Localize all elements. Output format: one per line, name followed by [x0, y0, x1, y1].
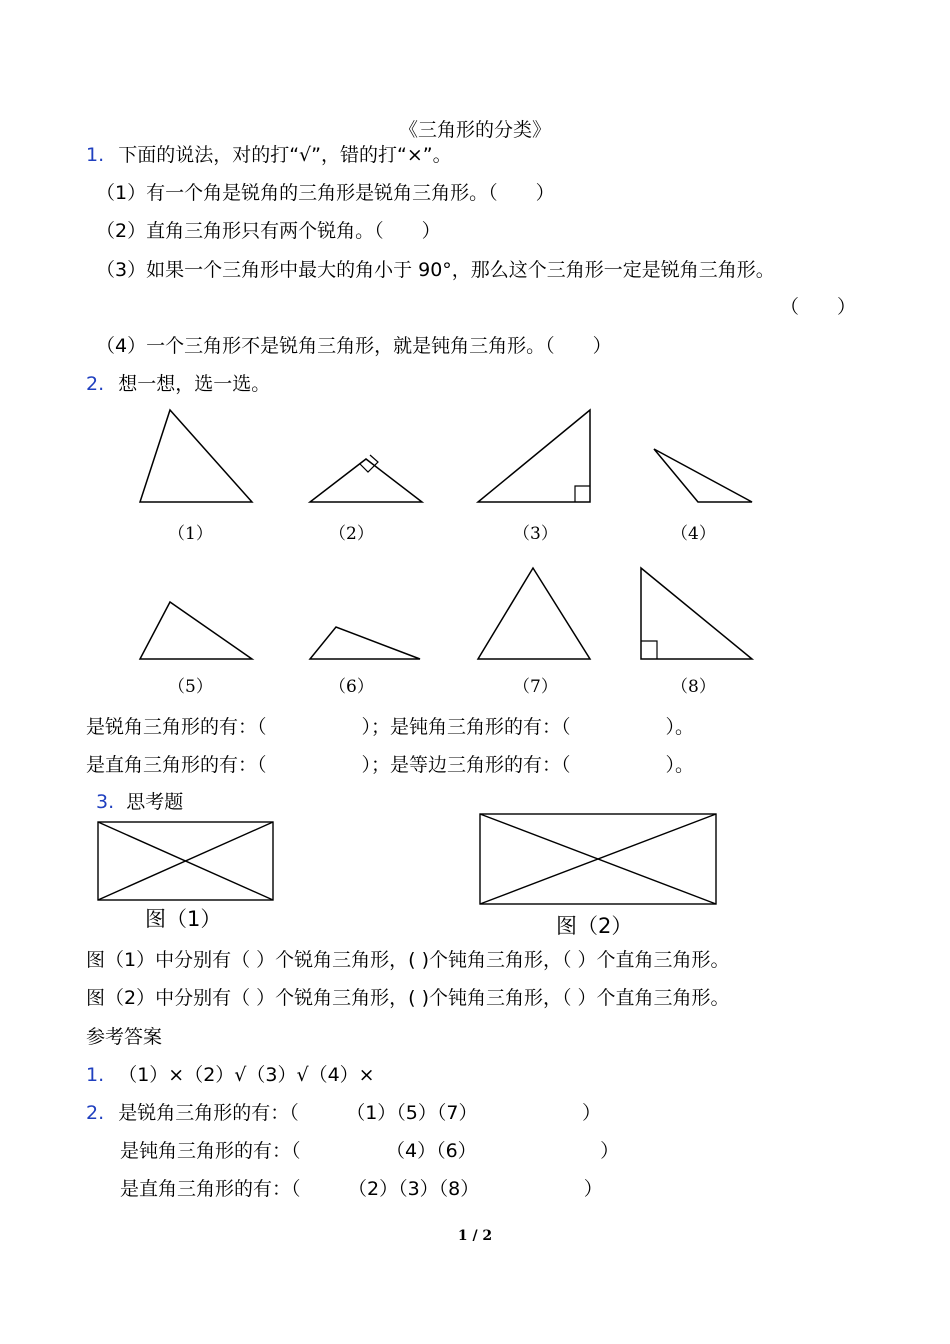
- question-number: 1.: [86, 144, 105, 166]
- answer-text: 是直角三角形的有：（ （2）（3）（8） ）: [120, 1178, 603, 1200]
- fill-in-line: 图（1）中分别有（ ）个锐角三角形，( )个钝角三角形，（ ）个直角三角形。: [86, 949, 730, 971]
- statement-item: （3）如果一个三角形中最大的角小于 90°，那么这个三角形一定是锐角三角形。: [96, 259, 775, 281]
- figure-caption: 图（1）: [145, 907, 222, 931]
- question-number: 2.: [86, 373, 105, 395]
- answer-number: 1.: [86, 1064, 105, 1086]
- page-number: 1 / 2: [457, 1228, 493, 1244]
- answer-2: [86, 1101, 601, 1125]
- figure-caption: 图（2）: [556, 914, 633, 938]
- answer-text: 是钝角三角形的有：（ （4）（6） ）: [120, 1140, 620, 1162]
- right-angle-mark: [575, 486, 590, 502]
- figure-caption: （2）: [329, 524, 374, 544]
- question-3: [96, 790, 183, 814]
- answer-number: 2.: [86, 1102, 105, 1124]
- triangle-3: [478, 410, 590, 502]
- figure-caption: （5）: [168, 677, 213, 697]
- question-number: 3.: [96, 791, 115, 813]
- right-angle-mark: [641, 641, 657, 659]
- triangle-1: [140, 410, 252, 502]
- statement-item: （4）一个三角形不是锐角三角形，就是钝角三角形。（ ）: [96, 335, 612, 357]
- figure-caption: （6）: [329, 677, 374, 697]
- answers-heading: 参考答案: [86, 1026, 163, 1048]
- right-angle-mark: [360, 455, 378, 472]
- figure-caption: （1）: [168, 524, 213, 544]
- answer-1: [86, 1063, 375, 1087]
- answer-text: 是锐角三角形的有：（ （1）（5）（7） ）: [118, 1102, 601, 1124]
- triangle-6: [310, 627, 420, 659]
- page-title: 《三角形的分类》: [398, 119, 551, 141]
- triangle-8: [641, 568, 752, 659]
- answer-text: （1）×（2）√（3）√（4）×: [118, 1064, 375, 1086]
- figure-caption: （7）: [513, 677, 558, 697]
- triangle-7: [478, 568, 590, 659]
- figure-caption: （8）: [671, 677, 716, 697]
- figure-caption: （3）: [513, 524, 558, 544]
- statement-item: （1）有一个角是锐角的三角形是锐角三角形。（ ）: [96, 182, 555, 204]
- triangle-5: [140, 602, 252, 659]
- statement-item: （2）直角三角形只有两个锐角。（ ）: [96, 220, 441, 242]
- answer-bracket: （ ）: [780, 296, 857, 318]
- triangle-4: [654, 449, 752, 502]
- fill-in-line: 是直角三角形的有：（ ）；是等边三角形的有：（ ）。: [86, 754, 695, 776]
- fill-in-line: 图（2）中分别有（ ）个锐角三角形，( )个钝角三角形，（ ）个直角三角形。: [86, 987, 730, 1009]
- question-stem: 思考题: [126, 791, 184, 813]
- question-stem: 下面的说法，对的打“√”，错的打“×”。: [118, 144, 452, 166]
- fill-in-line: 是锐角三角形的有：（ ）；是钝角三角形的有：（ ）。: [86, 716, 695, 738]
- triangle-2: [310, 459, 422, 502]
- question-stem: 想一想，选一选。: [118, 373, 271, 395]
- figure-caption: （4）: [671, 524, 716, 544]
